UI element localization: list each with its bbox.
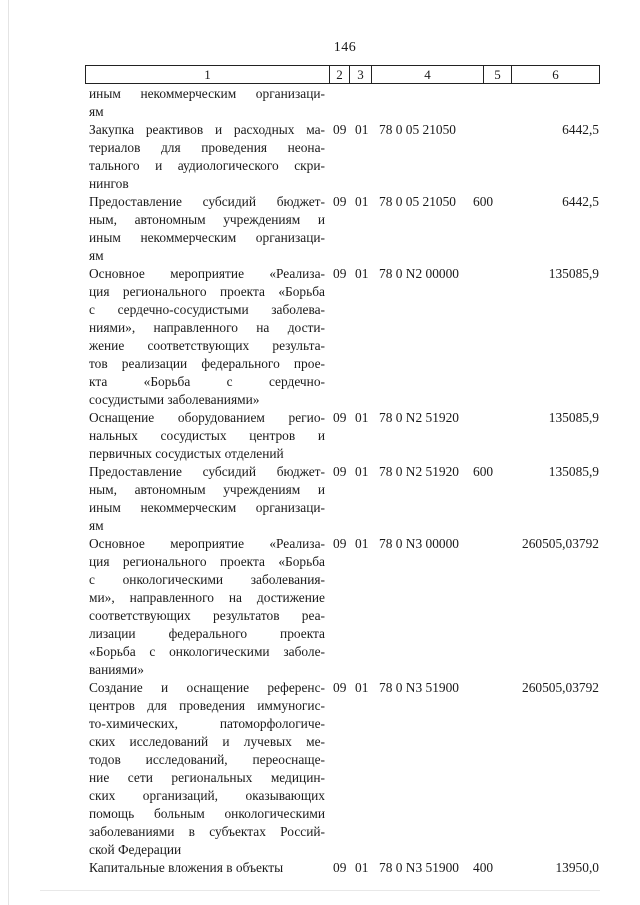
header-cell-4: 4 xyxy=(372,66,484,84)
amount-value: 13950,0 xyxy=(555,860,599,875)
description-line: Оснащение оборудованием регио- xyxy=(89,410,325,425)
description-line: первичных сосудистых отделений xyxy=(89,446,284,461)
target-article-code: 78 0 N2 51920 xyxy=(379,410,459,425)
row-description xyxy=(89,193,325,265)
row-description xyxy=(89,463,325,535)
description-line: то-химических, патоморфологиче- xyxy=(89,716,325,731)
section-code: 09 xyxy=(333,410,347,425)
target-article-code: 78 0 N2 51920 xyxy=(379,464,459,479)
table-row xyxy=(89,535,609,679)
description-line: жение соответствующих результа- xyxy=(89,338,325,353)
row-description xyxy=(89,85,325,121)
section-code: 09 xyxy=(333,464,347,479)
description-line: Основное мероприятие «Реализа- xyxy=(89,536,325,551)
description-line: нальных сосудистых центров и xyxy=(89,428,325,443)
description-line: «Борьба с онкологическими заболе- xyxy=(89,644,325,659)
amount-value: 6442,5 xyxy=(562,122,599,137)
table-row xyxy=(89,463,609,535)
description-line: ми», направленного на достижение xyxy=(89,590,325,605)
header-cell-3: 3 xyxy=(350,66,372,84)
description-line: ских исследований и лучевых ме- xyxy=(89,734,325,749)
subsection-code: 01 xyxy=(355,194,369,209)
expense-type-code: 400 xyxy=(473,860,494,875)
description-line: с сердечно-сосудистыми заболева- xyxy=(89,302,325,317)
row-description xyxy=(89,265,325,409)
table-row xyxy=(89,409,609,463)
header-cell-5: 5 xyxy=(484,66,512,84)
header-cell-6: 6 xyxy=(512,66,600,84)
table-row xyxy=(89,859,609,877)
section-code: 09 xyxy=(333,680,347,695)
subsection-code: 01 xyxy=(355,464,369,479)
table-row xyxy=(89,85,609,121)
description-line: заболеваниями в субъектах Россий- xyxy=(89,824,325,839)
description-line: ваниями» xyxy=(89,662,144,677)
section-code: 09 xyxy=(333,536,347,551)
target-article-code: 78 0 N3 00000 xyxy=(379,536,459,551)
description-line: Капитальные вложения в объекты xyxy=(89,860,284,875)
description-line: ям xyxy=(89,104,104,119)
section-code: 09 xyxy=(333,194,347,209)
description-line: ция регионального проекта «Борьба xyxy=(89,554,325,569)
description-line: тального и аудиологического скри- xyxy=(89,158,325,173)
description-line: ция регионального проекта «Борьба xyxy=(89,284,325,299)
amount-value: 260505,03792 xyxy=(522,536,599,551)
description-line: нингов xyxy=(89,176,129,191)
description-line: ным, автономным учреждениям и xyxy=(89,482,325,497)
description-line: ям xyxy=(89,518,104,533)
expense-type-code: 600 xyxy=(473,464,494,479)
subsection-code: 01 xyxy=(355,122,369,137)
header-cell-1: 1 xyxy=(86,66,330,84)
subsection-code: 01 xyxy=(355,680,369,695)
row-description xyxy=(89,679,325,859)
description-line: териалов для проведения неона- xyxy=(89,140,325,155)
scan-edge-left xyxy=(8,0,9,905)
description-line: иным некоммерческим организаци- xyxy=(89,230,325,245)
amount-value: 6442,5 xyxy=(562,194,599,209)
section-code: 09 xyxy=(333,122,347,137)
description-line: тодов исследований, переоснаще- xyxy=(89,752,325,767)
description-line: ние сети региональных медицин- xyxy=(89,770,325,785)
description-line: ным, автономным учреждениям и xyxy=(89,212,325,227)
header-cell-2: 2 xyxy=(330,66,350,84)
section-code: 09 xyxy=(333,860,347,875)
table-header xyxy=(85,65,600,84)
amount-value: 135085,9 xyxy=(548,464,599,479)
description-line: помощь больным онкологическими xyxy=(89,806,325,821)
description-line: соответствующих результатов реа- xyxy=(89,608,325,623)
subsection-code: 01 xyxy=(355,266,369,281)
table-row xyxy=(89,121,609,193)
description-line: Предоставление субсидий бюджет- xyxy=(89,464,325,479)
description-line: иным некоммерческим организаци- xyxy=(89,500,325,515)
description-line: ям xyxy=(89,248,104,263)
description-line: с онкологическими заболевания- xyxy=(89,572,325,587)
amount-value: 135085,9 xyxy=(548,410,599,425)
row-description xyxy=(89,859,325,877)
description-line: Закупка реактивов и расходных ма- xyxy=(89,122,325,137)
amount-value: 260505,03792 xyxy=(522,680,599,695)
header-row xyxy=(86,66,600,84)
table-body xyxy=(89,85,609,877)
row-description xyxy=(89,409,325,463)
subsection-code: 01 xyxy=(355,536,369,551)
row-description xyxy=(89,535,325,679)
description-line: ской Федерации xyxy=(89,842,182,857)
target-article-code: 78 0 05 21050 xyxy=(379,194,456,209)
subsection-code: 01 xyxy=(355,410,369,425)
target-article-code: 78 0 05 21050 xyxy=(379,122,456,137)
description-line: ских организаций, оказывающих xyxy=(89,788,325,803)
description-line: центров для проведения иммуногис- xyxy=(89,698,325,713)
description-line: Предоставление субсидий бюджет- xyxy=(89,194,325,209)
table-row xyxy=(89,265,609,409)
subsection-code: 01 xyxy=(355,860,369,875)
description-line: Основное мероприятие «Реализа- xyxy=(89,266,325,281)
description-line: кта «Борьба с сердечно- xyxy=(89,374,325,389)
target-article-code: 78 0 N3 51900 xyxy=(379,680,459,695)
table-row xyxy=(89,193,609,265)
description-line: ниями», направленного на дости- xyxy=(89,320,325,335)
section-code: 09 xyxy=(333,266,347,281)
target-article-code: 78 0 N2 00000 xyxy=(379,266,459,281)
description-line: Создание и оснащение референс- xyxy=(89,680,325,695)
target-article-code: 78 0 N3 51900 xyxy=(379,860,459,875)
expense-type-code: 600 xyxy=(473,194,494,209)
scan-edge-bottom xyxy=(40,890,600,891)
table-row xyxy=(89,679,609,859)
description-line: тов реализации федерального прое- xyxy=(89,356,325,371)
description-line: иным некоммерческим организаци- xyxy=(89,86,325,101)
row-description xyxy=(89,121,325,193)
description-line: лизации федерального проекта xyxy=(89,626,325,641)
page-number: 146 xyxy=(333,40,357,55)
amount-value: 135085,9 xyxy=(548,266,599,281)
description-line: сосудистыми заболеваниями» xyxy=(89,392,260,407)
